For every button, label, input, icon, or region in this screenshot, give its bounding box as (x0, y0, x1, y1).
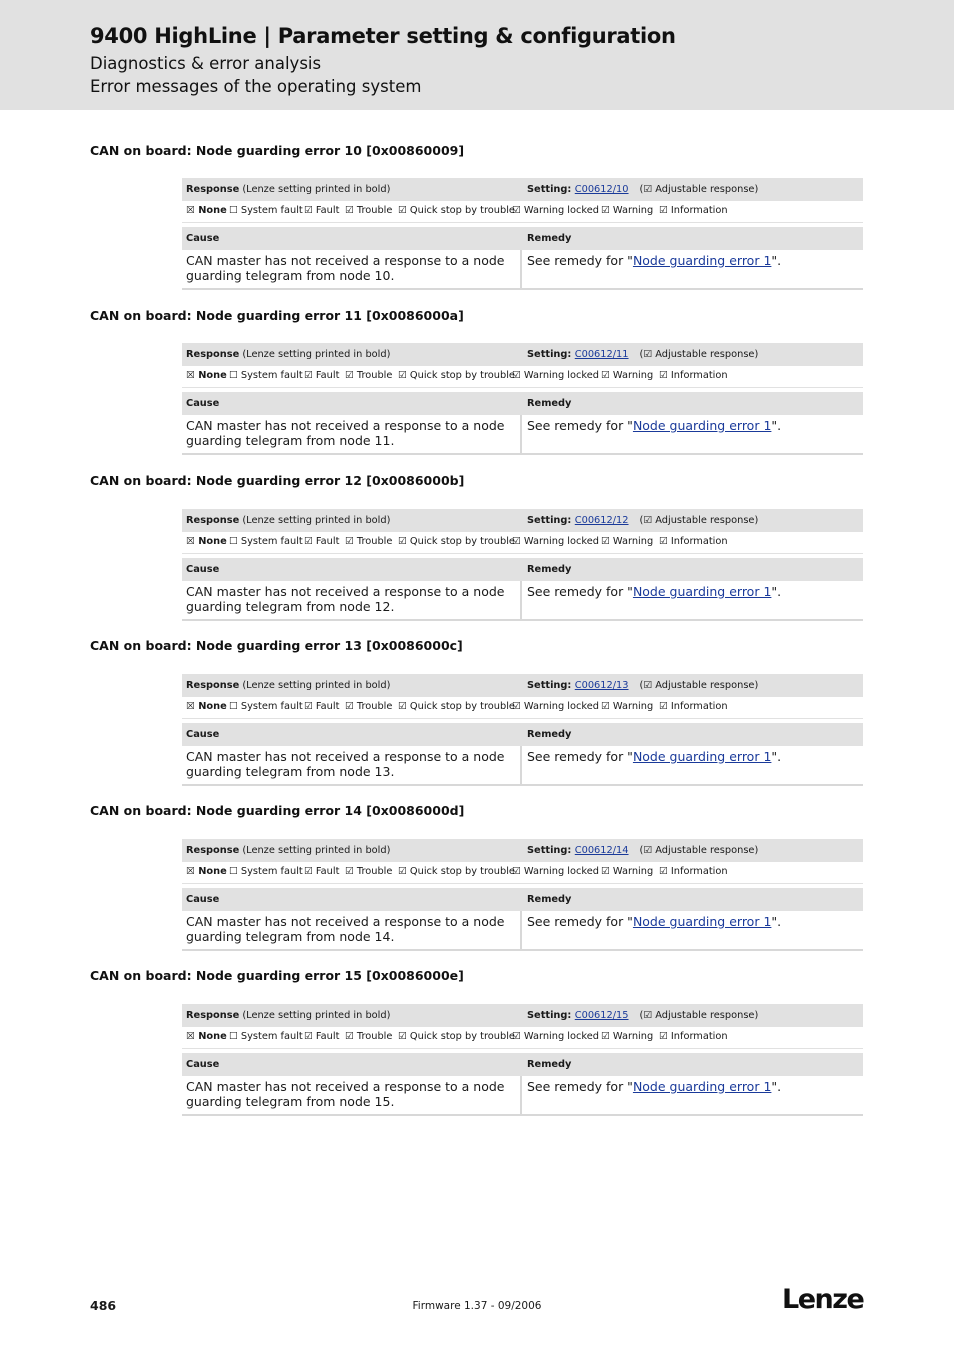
response-option: ☑ Information (659, 701, 728, 712)
firmware-version: Firmware 1.37 - 09/2006 (412, 1300, 542, 1312)
response-option: ☒ None (186, 205, 227, 216)
response-note: (Lenze setting printed in bold) (239, 349, 391, 360)
response-label (186, 845, 390, 856)
remedy-text (527, 1079, 781, 1094)
column-divider (520, 1076, 522, 1114)
cause-remedy-header (182, 1053, 863, 1076)
cause-text: CAN master has not received a response to a node guarding telegram from node 14. (186, 914, 505, 944)
response-title: Response (186, 515, 240, 526)
cause-header: Cause (186, 398, 220, 409)
response-option: ☑ Warning locked (512, 866, 599, 877)
response-option: ☒ None (186, 701, 227, 712)
response-options-row (182, 862, 863, 884)
remedy-suffix: ". (771, 418, 782, 433)
remedy-prefix: See remedy for " (527, 253, 633, 268)
response-option: ☑ Fault (304, 536, 340, 547)
response-label (186, 184, 390, 195)
response-title: Response (186, 845, 240, 856)
adjustable-response-note: (☑ Adjustable response) (639, 845, 759, 856)
setting-label: Setting: (527, 515, 575, 526)
column-divider (520, 581, 522, 619)
response-header-row (182, 674, 863, 697)
response-options-row (182, 532, 863, 554)
setting-label: Setting: (527, 680, 575, 691)
cause-header: Cause (186, 564, 220, 575)
cause-remedy-header (182, 888, 863, 911)
response-note: (Lenze setting printed in bold) (239, 680, 391, 691)
setting-info (527, 184, 758, 195)
response-option: ☑ Trouble (345, 1031, 393, 1042)
response-option: ☑ Fault (304, 1031, 340, 1042)
error-table (182, 1004, 863, 1116)
remedy-text (527, 584, 781, 599)
remedy-prefix: See remedy for " (527, 749, 633, 764)
adjustable-response-note: (☑ Adjustable response) (639, 1010, 759, 1021)
remedy-header: Remedy (527, 233, 572, 244)
response-option: ☐ System fault (229, 205, 303, 216)
setting-label: Setting: (527, 845, 575, 856)
remedy-suffix: ". (771, 584, 782, 599)
response-option: ☑ Information (659, 536, 728, 547)
response-note: (Lenze setting printed in bold) (239, 184, 391, 195)
setting-label: Setting: (527, 349, 575, 360)
page-number: 486 (90, 1298, 117, 1313)
cause-remedy-header (182, 392, 863, 415)
remedy-link[interactable]: Node guarding error 1 (632, 253, 772, 268)
response-option: ☑ Warning (601, 205, 654, 216)
adjustable-response-note: (☑ Adjustable response) (639, 515, 759, 526)
response-note: (Lenze setting printed in bold) (239, 515, 391, 526)
column-divider (520, 911, 522, 949)
remedy-link[interactable]: Node guarding error 1 (632, 749, 772, 764)
response-option: ☑ Quick stop by trouble (398, 701, 515, 712)
response-option: ☑ Quick stop by trouble (398, 370, 515, 381)
response-option: ☒ None (186, 370, 227, 381)
response-option: ☑ Fault (304, 701, 340, 712)
response-option: ☑ Trouble (345, 701, 393, 712)
response-title: Response (186, 349, 240, 360)
column-divider (520, 250, 522, 288)
response-header-row (182, 509, 863, 532)
response-title: Response (186, 184, 240, 195)
cause-text: CAN master has not received a response to a node guarding telegram from node 11. (186, 418, 505, 448)
response-option: ☑ Trouble (345, 370, 393, 381)
cause-remedy-row (182, 415, 863, 455)
response-title: Response (186, 680, 240, 691)
setting-code-link[interactable]: C00612/14 (574, 845, 629, 856)
cause-header: Cause (186, 1059, 220, 1070)
response-option: ☑ Fault (304, 205, 340, 216)
remedy-header: Remedy (527, 729, 572, 740)
cause-remedy-header (182, 558, 863, 581)
response-note: (Lenze setting printed in bold) (239, 845, 391, 856)
response-option: ☑ Warning locked (512, 370, 599, 381)
adjustable-response-note: (☑ Adjustable response) (639, 680, 759, 691)
remedy-prefix: See remedy for " (527, 418, 633, 433)
setting-code-link[interactable]: C00612/13 (574, 680, 629, 691)
remedy-header: Remedy (527, 564, 572, 575)
adjustable-response-note: (☑ Adjustable response) (639, 184, 759, 195)
chapter-title: Diagnostics & error analysis (90, 54, 322, 73)
cause-remedy-row (182, 746, 863, 786)
cause-remedy-row (182, 911, 863, 951)
error-heading: CAN on board: Node guarding error 11 [0x0086000a] (90, 308, 464, 323)
response-option: ☑ Information (659, 205, 728, 216)
adjustable-response-note: (☑ Adjustable response) (639, 349, 759, 360)
response-header-row (182, 839, 863, 862)
response-header-row (182, 343, 863, 366)
response-option: ☑ Fault (304, 866, 340, 877)
remedy-prefix: See remedy for " (527, 1079, 633, 1094)
remedy-suffix: ". (771, 253, 782, 268)
response-option: ☒ None (186, 536, 227, 547)
error-table (182, 343, 863, 455)
setting-code-link[interactable]: C00612/15 (574, 1010, 629, 1021)
response-label (186, 1010, 390, 1021)
remedy-link[interactable]: Node guarding error 1 (632, 418, 772, 433)
remedy-header: Remedy (527, 894, 572, 905)
lenze-logo: Lenze (782, 1284, 864, 1315)
remedy-header: Remedy (527, 1059, 572, 1070)
response-option: ☑ Fault (304, 370, 340, 381)
remedy-text (527, 749, 781, 764)
error-table (182, 839, 863, 951)
column-divider (520, 415, 522, 453)
error-heading: CAN on board: Node guarding error 10 [0x00860009] (90, 143, 465, 158)
response-option: ☑ Information (659, 1031, 728, 1042)
cause-text: CAN master has not received a response to a node guarding telegram from node 12. (186, 584, 505, 614)
response-option: ☑ Warning (601, 866, 654, 877)
response-option: ☐ System fault (229, 866, 303, 877)
response-option: ☐ System fault (229, 536, 303, 547)
remedy-text (527, 418, 781, 433)
remedy-prefix: See remedy for " (527, 914, 633, 929)
response-options-row (182, 1027, 863, 1049)
remedy-link[interactable]: Node guarding error 1 (632, 584, 772, 599)
response-option: ☐ System fault (229, 701, 303, 712)
cause-text: CAN master has not received a response to a node guarding telegram from node 15. (186, 1079, 505, 1109)
response-header-row (182, 1004, 863, 1027)
response-option: ☒ None (186, 1031, 227, 1042)
setting-info (527, 845, 758, 856)
setting-code-link[interactable]: C00612/12 (574, 515, 629, 526)
cause-remedy-row (182, 581, 863, 621)
remedy-suffix: ". (771, 914, 782, 929)
response-option: ☑ Trouble (345, 536, 393, 547)
cause-header: Cause (186, 233, 220, 244)
cause-remedy-row (182, 1076, 863, 1116)
error-heading: CAN on board: Node guarding error 15 [0x0086000e] (90, 968, 464, 983)
error-table (182, 178, 863, 290)
response-option: ☑ Trouble (345, 866, 393, 877)
remedy-prefix: See remedy for " (527, 584, 633, 599)
remedy-link[interactable]: Node guarding error 1 (632, 1079, 772, 1094)
response-option: ☑ Warning locked (512, 1031, 599, 1042)
setting-label: Setting: (527, 1010, 575, 1021)
response-option: ☐ System fault (229, 1031, 303, 1042)
cause-remedy-header (182, 723, 863, 746)
cause-text: CAN master has not received a response to a node guarding telegram from node 10. (186, 253, 505, 283)
response-option: ☑ Warning (601, 536, 654, 547)
remedy-link[interactable]: Node guarding error 1 (632, 914, 772, 929)
response-option: ☐ System fault (229, 370, 303, 381)
section-title: Error messages of the operating system (90, 77, 422, 96)
response-option: ☑ Warning (601, 701, 654, 712)
response-options-row (182, 697, 863, 719)
response-option: ☑ Warning (601, 370, 654, 381)
page-header (0, 0, 954, 110)
remedy-text (527, 253, 781, 268)
response-option: ☑ Quick stop by trouble (398, 866, 515, 877)
setting-info (527, 1010, 758, 1021)
setting-code-link[interactable]: C00612/11 (574, 349, 629, 360)
document-title: 9400 HighLine | Parameter setting & configuration (90, 24, 676, 48)
response-option: ☑ Warning locked (512, 701, 599, 712)
error-table (182, 509, 863, 621)
response-option: ☑ Warning (601, 1031, 654, 1042)
column-divider (520, 746, 522, 784)
cause-remedy-row (182, 250, 863, 290)
response-options-row (182, 201, 863, 223)
error-table (182, 674, 863, 786)
response-option: ☑ Quick stop by trouble (398, 536, 515, 547)
cause-text: CAN master has not received a response to a node guarding telegram from node 13. (186, 749, 505, 779)
error-heading: CAN on board: Node guarding error 14 [0x0086000d] (90, 803, 465, 818)
response-label (186, 515, 390, 526)
response-option: ☑ Warning locked (512, 205, 599, 216)
response-option: ☑ Quick stop by trouble (398, 1031, 515, 1042)
remedy-header: Remedy (527, 398, 572, 409)
response-option: ☑ Trouble (345, 205, 393, 216)
remedy-suffix: ". (771, 1079, 782, 1094)
cause-header: Cause (186, 894, 220, 905)
error-heading: CAN on board: Node guarding error 13 [0x0086000c] (90, 638, 463, 653)
response-option: ☑ Quick stop by trouble (398, 205, 515, 216)
cause-remedy-header (182, 227, 863, 250)
remedy-text (527, 914, 781, 929)
error-heading: CAN on board: Node guarding error 12 [0x0086000b] (90, 473, 465, 488)
response-header-row (182, 178, 863, 201)
cause-header: Cause (186, 729, 220, 740)
response-option: ☑ Information (659, 370, 728, 381)
setting-label: Setting: (527, 184, 575, 195)
response-option: ☒ None (186, 866, 227, 877)
setting-info (527, 515, 758, 526)
setting-info (527, 349, 758, 360)
response-label (186, 349, 390, 360)
response-note: (Lenze setting printed in bold) (239, 1010, 391, 1021)
response-option: ☑ Warning locked (512, 536, 599, 547)
setting-info (527, 680, 758, 691)
response-option: ☑ Information (659, 866, 728, 877)
response-title: Response (186, 1010, 240, 1021)
response-options-row (182, 366, 863, 388)
setting-code-link[interactable]: C00612/10 (574, 184, 629, 195)
remedy-suffix: ". (771, 749, 782, 764)
response-label (186, 680, 390, 691)
